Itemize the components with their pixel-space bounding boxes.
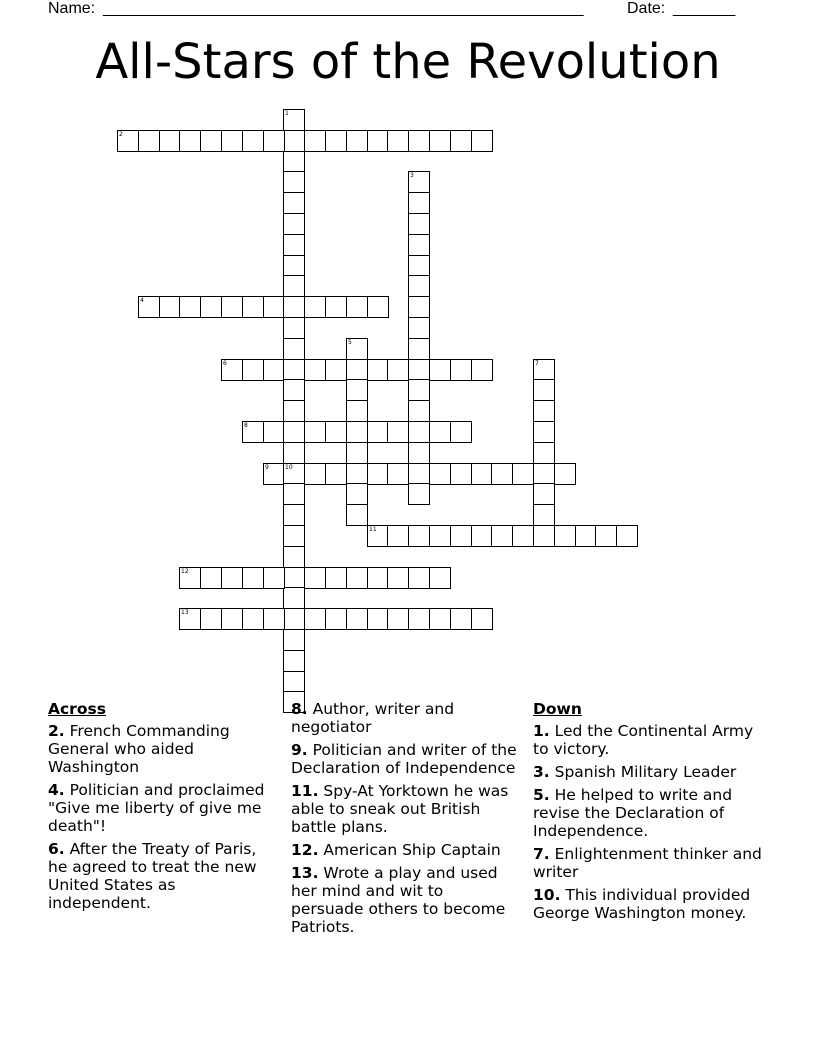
grid-cell[interactable] bbox=[283, 671, 305, 693]
grid-cell[interactable] bbox=[512, 463, 534, 485]
grid-cell[interactable] bbox=[283, 567, 305, 589]
grid-cell[interactable] bbox=[283, 213, 305, 235]
clue-across-2: 2. French Commanding General who aided Washington bbox=[48, 722, 230, 776]
grid-cell[interactable] bbox=[575, 525, 597, 547]
grid-cell[interactable] bbox=[304, 608, 326, 630]
grid-cell[interactable] bbox=[408, 296, 430, 318]
clue-down-7: 7. Enlightenment thinker and writer bbox=[533, 845, 762, 881]
grid-cell[interactable] bbox=[429, 525, 451, 547]
grid-cell[interactable] bbox=[283, 151, 305, 173]
grid-cell[interactable] bbox=[200, 296, 222, 318]
grid-cell[interactable] bbox=[346, 379, 368, 401]
grid-cell[interactable] bbox=[491, 525, 513, 547]
grid-cell[interactable] bbox=[283, 421, 305, 443]
grid-cell[interactable] bbox=[179, 296, 201, 318]
grid-cell[interactable] bbox=[242, 359, 264, 381]
page-title: All-Stars of the Revolution bbox=[95, 34, 721, 90]
grid-cell[interactable] bbox=[387, 130, 409, 152]
grid-cell[interactable] bbox=[471, 359, 493, 381]
grid-cell[interactable] bbox=[242, 567, 264, 589]
grid-cell[interactable] bbox=[283, 317, 305, 339]
grid-cell[interactable] bbox=[533, 400, 555, 422]
grid-cell[interactable] bbox=[263, 296, 285, 318]
grid-cell[interactable] bbox=[346, 463, 368, 485]
grid-cell[interactable] bbox=[408, 463, 430, 485]
grid-cell[interactable] bbox=[387, 463, 409, 485]
grid-cell[interactable] bbox=[325, 359, 347, 381]
clue-across-6: 6. After the Treaty of Paris, he agreed to treat the new United States as independent. bbox=[48, 840, 257, 912]
clue-down-10: 10. This individual provided George Washington money. bbox=[533, 886, 751, 922]
grid-cell[interactable] bbox=[325, 421, 347, 443]
grid-cell[interactable] bbox=[346, 442, 368, 464]
grid-cell[interactable] bbox=[304, 359, 326, 381]
grid-cell[interactable] bbox=[346, 296, 368, 318]
clue-across-13: 13. Wrote a play and used her mind and wit to persuade others to become Patriots. bbox=[291, 864, 506, 936]
grid-cell[interactable] bbox=[346, 567, 368, 589]
grid-cell[interactable] bbox=[429, 421, 451, 443]
clue-number: 9 bbox=[265, 464, 269, 471]
grid-cell[interactable] bbox=[304, 296, 326, 318]
grid-cell[interactable] bbox=[304, 463, 326, 485]
grid-cell[interactable] bbox=[491, 463, 513, 485]
grid-cell[interactable] bbox=[408, 400, 430, 422]
grid-cell[interactable] bbox=[138, 130, 160, 152]
grid-cell[interactable] bbox=[179, 608, 201, 630]
grid-cell[interactable] bbox=[554, 525, 576, 547]
grid-cell[interactable] bbox=[283, 338, 305, 360]
grid-cell[interactable] bbox=[346, 338, 368, 360]
grid-cell[interactable] bbox=[429, 463, 451, 485]
clue-number: 13 bbox=[181, 609, 189, 616]
grid-cell[interactable] bbox=[283, 234, 305, 256]
clue-down-3: 3. Spanish Military Leader bbox=[533, 763, 737, 781]
grid-cell[interactable] bbox=[346, 421, 368, 443]
grid-cell[interactable] bbox=[408, 567, 430, 589]
clue-number: 10 bbox=[285, 464, 293, 471]
grid-cell[interactable] bbox=[408, 255, 430, 277]
grid-cell[interactable] bbox=[283, 130, 305, 152]
grid-cell[interactable] bbox=[450, 525, 472, 547]
grid-cell[interactable] bbox=[595, 525, 617, 547]
clue-number: 2 bbox=[119, 131, 123, 138]
grid-cell[interactable] bbox=[367, 421, 389, 443]
grid-cell[interactable] bbox=[179, 567, 201, 589]
grid-cell[interactable] bbox=[408, 608, 430, 630]
grid-cell[interactable] bbox=[304, 567, 326, 589]
grid-cell[interactable] bbox=[283, 109, 305, 131]
grid-cell[interactable] bbox=[367, 359, 389, 381]
clue-number: 12 bbox=[181, 568, 189, 575]
grid-cell[interactable] bbox=[263, 608, 285, 630]
grid-cell[interactable] bbox=[408, 317, 430, 339]
grid-cell[interactable] bbox=[283, 275, 305, 297]
grid-cell[interactable] bbox=[346, 130, 368, 152]
grid-cell[interactable] bbox=[408, 421, 430, 443]
grid-cell[interactable] bbox=[221, 296, 243, 318]
grid-cell[interactable] bbox=[533, 504, 555, 526]
grid-cell[interactable] bbox=[283, 629, 305, 651]
grid-cell[interactable] bbox=[471, 130, 493, 152]
grid-cell[interactable] bbox=[346, 400, 368, 422]
grid-cell[interactable] bbox=[367, 463, 389, 485]
grid-cell[interactable] bbox=[325, 130, 347, 152]
grid-cell[interactable] bbox=[325, 567, 347, 589]
grid-cell[interactable] bbox=[283, 192, 305, 214]
grid-cell[interactable] bbox=[283, 546, 305, 568]
grid-cell[interactable] bbox=[450, 463, 472, 485]
grid-cell[interactable] bbox=[408, 234, 430, 256]
grid-cell[interactable] bbox=[387, 421, 409, 443]
grid-cell[interactable] bbox=[283, 608, 305, 630]
grid-cell[interactable] bbox=[429, 359, 451, 381]
grid-cell[interactable] bbox=[367, 525, 389, 547]
grid-cell[interactable] bbox=[429, 130, 451, 152]
grid-cell[interactable] bbox=[533, 379, 555, 401]
grid-cell[interactable] bbox=[200, 567, 222, 589]
grid-cell[interactable] bbox=[221, 608, 243, 630]
grid-cell[interactable] bbox=[450, 130, 472, 152]
grid-cell[interactable] bbox=[283, 296, 305, 318]
grid-cell[interactable] bbox=[408, 338, 430, 360]
grid-cell[interactable] bbox=[159, 130, 181, 152]
grid-cell[interactable] bbox=[408, 442, 430, 464]
grid-cell[interactable] bbox=[200, 130, 222, 152]
grid-cell[interactable] bbox=[263, 130, 285, 152]
grid-cell[interactable] bbox=[263, 463, 285, 485]
across-clues-continued bbox=[291, 700, 517, 941]
clue-down-5: 5. He helped to write and revise the Declaration of Independence. bbox=[533, 786, 733, 840]
grid-cell[interactable] bbox=[387, 608, 409, 630]
across-heading: Across bbox=[48, 700, 106, 718]
grid-cell[interactable] bbox=[263, 567, 285, 589]
clue-across-9: 9. Politician and writer of the Declaration of Independence bbox=[291, 741, 517, 777]
grid-cell[interactable] bbox=[346, 504, 368, 526]
grid-cell[interactable] bbox=[283, 463, 305, 485]
grid-cell[interactable] bbox=[325, 463, 347, 485]
grid-cell[interactable] bbox=[159, 296, 181, 318]
grid-cell[interactable] bbox=[429, 567, 451, 589]
grid-cell[interactable] bbox=[408, 275, 430, 297]
grid-cell[interactable] bbox=[533, 442, 555, 464]
grid-cell[interactable] bbox=[304, 130, 326, 152]
grid-cell[interactable] bbox=[221, 567, 243, 589]
grid-cell[interactable] bbox=[283, 650, 305, 672]
name-line[interactable]: ______________________________________________________ bbox=[103, 0, 584, 17]
clue-number: 3 bbox=[410, 172, 414, 179]
grid-cell[interactable] bbox=[242, 130, 264, 152]
grid-cell[interactable] bbox=[325, 608, 347, 630]
name-label: Name: bbox=[48, 0, 96, 17]
grid-cell[interactable] bbox=[367, 296, 389, 318]
grid-cell[interactable] bbox=[367, 567, 389, 589]
grid-cell[interactable] bbox=[450, 608, 472, 630]
grid-cell[interactable] bbox=[283, 442, 305, 464]
grid-cell[interactable] bbox=[200, 608, 222, 630]
grid-cell[interactable] bbox=[408, 213, 430, 235]
grid-cell[interactable] bbox=[533, 421, 555, 443]
grid-cell[interactable] bbox=[533, 463, 555, 485]
grid-cell[interactable] bbox=[283, 525, 305, 547]
grid-cell[interactable] bbox=[408, 192, 430, 214]
grid-cell[interactable] bbox=[283, 379, 305, 401]
grid-cell[interactable] bbox=[179, 130, 201, 152]
grid-cell[interactable] bbox=[283, 171, 305, 193]
clue-across-4: 4. Politician and proclaimed "Give me liberty of give me death"! bbox=[48, 781, 265, 835]
grid-cell[interactable] bbox=[387, 525, 409, 547]
grid-cell[interactable] bbox=[408, 130, 430, 152]
grid-cell[interactable] bbox=[533, 359, 555, 381]
clue-number: 5 bbox=[348, 339, 352, 346]
grid-cell[interactable] bbox=[242, 608, 264, 630]
grid-cell[interactable] bbox=[387, 359, 409, 381]
clue-number: 4 bbox=[140, 297, 144, 304]
grid-cell[interactable] bbox=[283, 504, 305, 526]
grid-cell[interactable] bbox=[554, 463, 576, 485]
grid-cell[interactable] bbox=[408, 171, 430, 193]
clue-across-12: 12. American Ship Captain bbox=[291, 841, 501, 859]
grid-cell[interactable] bbox=[367, 130, 389, 152]
grid-cell[interactable] bbox=[346, 359, 368, 381]
grid-cell[interactable] bbox=[283, 587, 305, 609]
grid-cell[interactable] bbox=[533, 525, 555, 547]
grid-cell[interactable] bbox=[450, 359, 472, 381]
grid-cell[interactable] bbox=[138, 296, 160, 318]
grid-cell[interactable] bbox=[471, 525, 493, 547]
grid-cell[interactable] bbox=[304, 421, 326, 443]
clue-across-11: 11. Spy-At Yorktown he was able to sneak out British battle plans. bbox=[291, 782, 509, 836]
clue-number: 6 bbox=[223, 360, 227, 367]
grid-cell[interactable] bbox=[471, 608, 493, 630]
grid-cell[interactable] bbox=[533, 483, 555, 505]
grid-cell[interactable] bbox=[221, 130, 243, 152]
grid-cell[interactable] bbox=[429, 608, 451, 630]
date-line[interactable]: _______ bbox=[673, 0, 736, 17]
grid-cell[interactable] bbox=[242, 296, 264, 318]
grid-cell[interactable] bbox=[117, 130, 139, 152]
grid-cell[interactable] bbox=[221, 359, 243, 381]
grid-cell[interactable] bbox=[346, 608, 368, 630]
grid-cell[interactable] bbox=[346, 483, 368, 505]
down-clues bbox=[533, 700, 773, 927]
clue-across-8: 8. Author, writer and negotiator bbox=[291, 700, 455, 736]
clue-number: 1 bbox=[285, 110, 289, 117]
grid-cell[interactable] bbox=[325, 296, 347, 318]
grid-cell[interactable] bbox=[616, 525, 638, 547]
clue-down-1: 1. Led the Continental Army to victory. bbox=[533, 722, 754, 758]
clue-number: 11 bbox=[369, 526, 377, 533]
grid-cell[interactable] bbox=[283, 483, 305, 505]
grid-cell[interactable] bbox=[283, 255, 305, 277]
grid-cell[interactable] bbox=[408, 379, 430, 401]
grid-cell[interactable] bbox=[283, 359, 305, 381]
clue-number: 7 bbox=[535, 360, 539, 367]
grid-cell[interactable] bbox=[408, 359, 430, 381]
grid-cell[interactable] bbox=[408, 483, 430, 505]
grid-cell[interactable] bbox=[263, 421, 285, 443]
grid-cell[interactable] bbox=[283, 400, 305, 422]
grid-cell[interactable] bbox=[263, 359, 285, 381]
grid-cell[interactable] bbox=[387, 567, 409, 589]
grid-cell[interactable] bbox=[367, 608, 389, 630]
clue-number: 8 bbox=[244, 422, 248, 429]
date-label: Date: bbox=[627, 0, 666, 17]
grid-cell[interactable] bbox=[408, 525, 430, 547]
grid-cell[interactable] bbox=[242, 421, 264, 443]
down-heading: Down bbox=[533, 700, 582, 718]
across-clues bbox=[48, 700, 280, 917]
grid-cell[interactable] bbox=[450, 421, 472, 443]
grid-cell[interactable] bbox=[471, 463, 493, 485]
grid-cell[interactable] bbox=[512, 525, 534, 547]
